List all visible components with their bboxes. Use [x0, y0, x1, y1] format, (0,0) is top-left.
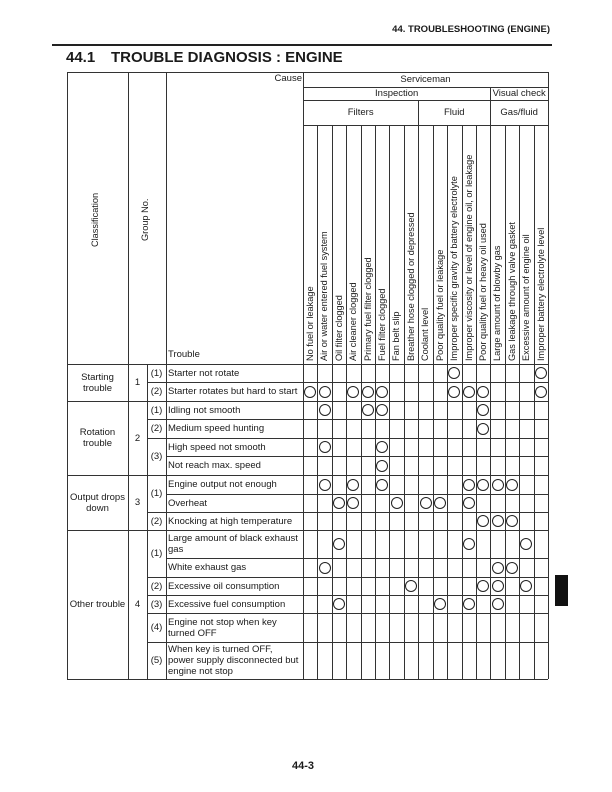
trouble-cell: Excessive oil consumption: [168, 580, 280, 592]
cause-label: Air cleaner clogged: [348, 282, 359, 361]
grid-line: [490, 87, 491, 125]
grid-line: [303, 100, 548, 101]
grid-line: [67, 72, 548, 73]
applicable-cause-mark: [391, 497, 403, 509]
applicable-cause-mark: [492, 479, 504, 491]
applicable-cause-mark: [463, 497, 475, 509]
grid-line: [166, 679, 548, 680]
applicable-cause-mark: [405, 580, 417, 592]
header-inspection: Inspection: [375, 88, 419, 99]
applicable-cause-mark: [434, 497, 446, 509]
cause-label: Gas leakage through valve gasket: [506, 222, 517, 361]
applicable-cause-mark: [477, 386, 489, 398]
applicable-cause-mark: [506, 562, 518, 574]
applicable-cause-mark: [520, 538, 532, 550]
group-number-cell: 3: [134, 497, 141, 508]
subgroup-number-cell: (3): [150, 451, 163, 462]
applicable-cause-mark: [520, 580, 532, 592]
classification-cell: Output drops down: [70, 491, 125, 514]
trouble-cell: Engine output not enough: [168, 479, 277, 490]
trouble-cell: Engine not stop when key turned OFF: [168, 616, 277, 639]
classification-cell: Other trouble: [69, 599, 126, 610]
applicable-cause-mark: [376, 404, 388, 416]
header-cause: Cause: [274, 73, 302, 84]
applicable-cause-mark: [319, 562, 331, 574]
cause-label: Improper battery electrolyte level: [535, 227, 546, 361]
subgroup-number-cell: (2): [150, 580, 163, 592]
grid-line: [548, 72, 549, 679]
trouble-cell: Starter not rotate: [168, 367, 240, 379]
applicable-cause-mark: [362, 404, 374, 416]
applicable-cause-mark: [333, 497, 345, 509]
trouble-cell: Knocking at high temperature: [168, 515, 293, 527]
applicable-cause-mark: [477, 515, 489, 527]
subgroup-number-cell: (4): [150, 622, 163, 633]
applicable-cause-mark: [333, 538, 345, 550]
subgroup-number-cell: (1): [150, 548, 163, 559]
subgroup-number-cell: (2): [150, 423, 163, 434]
trouble-cell: Starter rotates but hard to start: [168, 386, 298, 397]
applicable-cause-mark: [347, 479, 359, 491]
header-group-no: Group No.: [140, 198, 150, 242]
page-number: 44-3: [292, 760, 315, 772]
section-number: 44.1: [66, 49, 96, 66]
applicable-cause-mark: [492, 598, 504, 610]
applicable-cause-mark: [492, 562, 504, 574]
trouble-cell: High speed not smooth: [168, 441, 266, 453]
applicable-cause-mark: [448, 386, 460, 398]
subgroup-number-cell: (1): [150, 367, 163, 379]
applicable-cause-mark: [506, 479, 518, 491]
grid-line: [166, 72, 167, 679]
trouble-cell: Large amount of black exhaust gas: [168, 533, 298, 555]
cause-label: No fuel or leakage: [305, 286, 315, 361]
trouble-cell: Excessive fuel consumption: [168, 598, 286, 610]
header-rule: [52, 44, 552, 46]
applicable-cause-mark: [347, 386, 359, 398]
applicable-cause-mark: [434, 598, 446, 610]
trouble-cell: When key is turned OFF, power supply disconnected but engine not stop: [168, 644, 299, 677]
trouble-cell: Medium speed hunting: [168, 423, 265, 434]
applicable-cause-mark: [506, 515, 518, 527]
cause-label: Air or water entered fuel system: [319, 231, 330, 361]
header-gas-fluid: Gas/fluid: [500, 107, 538, 118]
cause-label: Poor quality fuel or heavy oil used: [477, 223, 488, 361]
applicable-cause-mark: [463, 479, 475, 491]
applicable-cause-mark: [420, 497, 432, 509]
cause-label: Fuel filter clogged: [377, 288, 388, 361]
applicable-cause-mark: [304, 386, 316, 398]
trouble-cell: Not reach max. speed: [168, 460, 261, 471]
applicable-cause-mark: [463, 598, 475, 610]
running-header: 44. TROUBLESHOOTING (ENGINE): [392, 24, 550, 35]
applicable-cause-mark: [477, 423, 489, 435]
group-number-cell: 4: [134, 599, 141, 610]
trouble-cell: Idling not smooth: [168, 404, 241, 416]
cause-label: Improper viscosity or level of engine oil, or leakage: [463, 154, 474, 361]
trouble-cell: White exhaust gas: [168, 562, 247, 573]
cause-label: Poor quality fuel or leakage: [434, 249, 445, 361]
subgroup-number-cell: (1): [150, 488, 163, 499]
section-title: TROUBLE DIAGNOSIS : ENGINE: [111, 49, 343, 66]
header-serviceman: Serviceman: [400, 74, 451, 85]
applicable-cause-mark: [362, 386, 374, 398]
header-classification: Classification: [90, 192, 100, 248]
applicable-cause-mark: [463, 386, 475, 398]
applicable-cause-mark: [492, 580, 504, 592]
group-number-cell: 2: [134, 432, 141, 444]
classification-cell: Starting trouble: [81, 371, 114, 394]
cause-label: Excessive amount of engine oil: [521, 234, 532, 361]
applicable-cause-mark: [535, 386, 547, 398]
grid-line: [418, 100, 419, 125]
applicable-cause-mark: [333, 598, 345, 610]
cause-label: Oil filter clogged: [333, 295, 344, 361]
applicable-cause-mark: [376, 386, 388, 398]
group-number-cell: 1: [134, 377, 141, 388]
applicable-cause-mark: [319, 479, 331, 491]
cause-label: Fan belt slip: [391, 311, 402, 361]
subgroup-number-cell: (3): [150, 598, 163, 610]
subgroup-number-cell: (2): [150, 386, 163, 397]
applicable-cause-mark: [492, 515, 504, 527]
trouble-cell: Overheat: [168, 497, 208, 509]
subgroup-number-cell: (5): [150, 655, 163, 666]
applicable-cause-mark: [463, 538, 475, 550]
subgroup-number-cell: (1): [150, 404, 163, 416]
cause-label: Coolant level: [420, 307, 431, 361]
cause-label: Improper specific gravity of battery electrolyte: [449, 176, 460, 361]
applicable-cause-mark: [477, 479, 489, 491]
classification-cell: Rotation trouble: [79, 427, 116, 449]
applicable-cause-mark: [477, 404, 489, 416]
cause-label: Breather hose clogged or depressed: [405, 212, 416, 361]
applicable-cause-mark: [477, 580, 489, 592]
header-fluid: Fluid: [444, 107, 465, 118]
applicable-cause-mark: [376, 441, 388, 453]
applicable-cause-mark: [376, 460, 388, 472]
applicable-cause-mark: [535, 367, 547, 379]
applicable-cause-mark: [319, 386, 331, 398]
header-visual-check: Visual check: [492, 88, 546, 99]
grid-line: [303, 87, 548, 88]
applicable-cause-mark: [448, 367, 460, 379]
subgroup-number-cell: (2): [150, 515, 163, 527]
applicable-cause-mark: [376, 479, 388, 491]
section-tab-marker: [555, 575, 568, 606]
grid-line: [303, 72, 304, 679]
grid-line: [303, 125, 548, 126]
cause-label: Large amount of blowby gas: [492, 245, 503, 361]
applicable-cause-mark: [319, 404, 331, 416]
cause-label: Primary fuel filter clogged: [362, 257, 373, 361]
applicable-cause-mark: [347, 497, 359, 509]
header-filters: Filters: [347, 107, 374, 118]
header-trouble: Trouble: [168, 349, 200, 360]
applicable-cause-mark: [319, 441, 331, 453]
